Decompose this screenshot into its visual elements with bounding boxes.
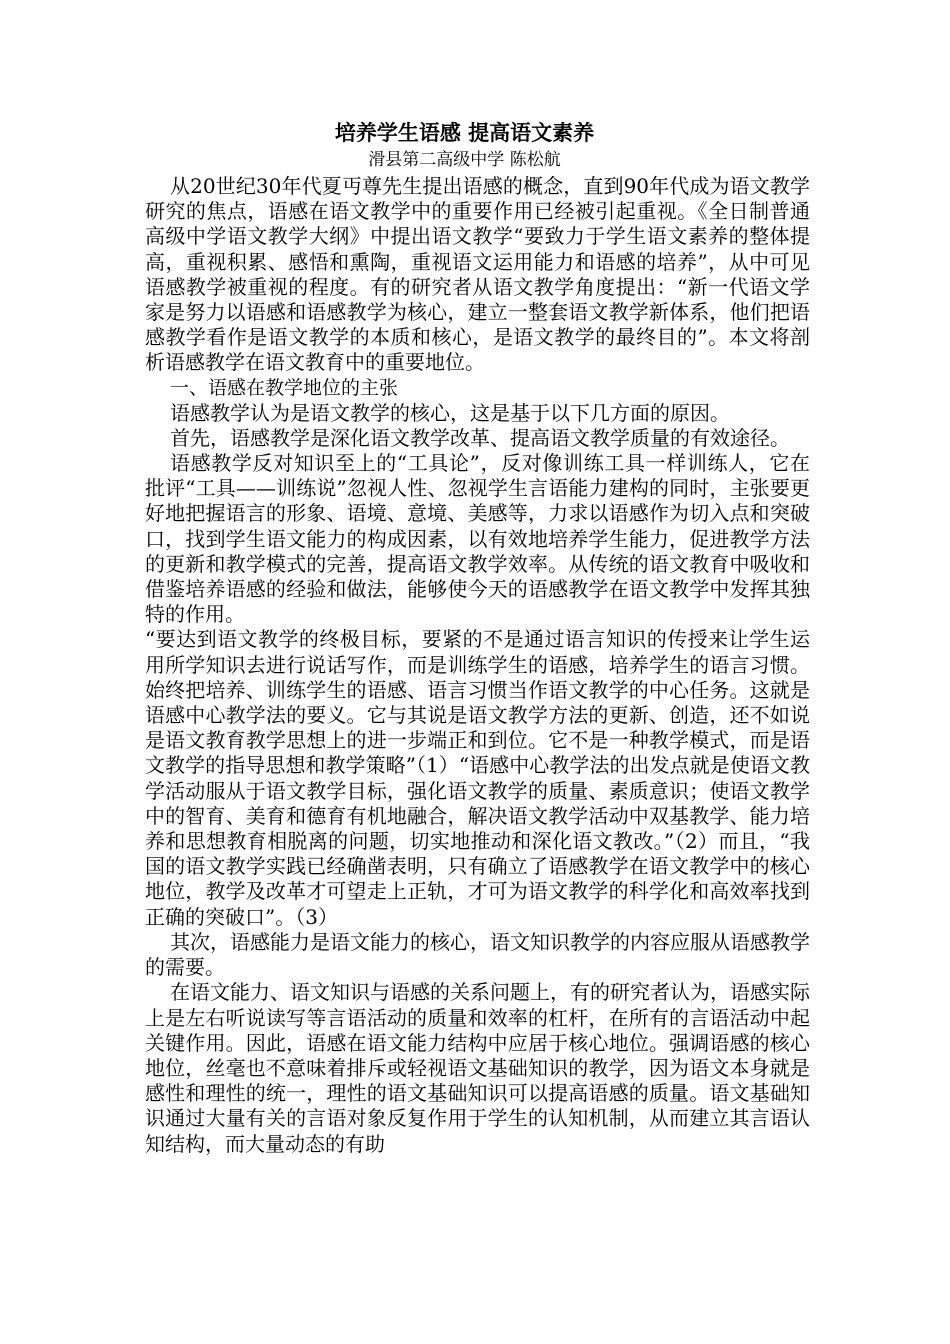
body-paragraph: 在语文能力、语文知识与语感的关系问题上，有的研究者认为，语感实际上是左右听说读写等言语活动的质量和效率的杠杆，在所有的言语活动中起关键作用。因此，语感在语文能力结构中应居于核心地位。强调语感的核心地位，丝毫也不意味着排斥或轻视语文基础知识的教学，因为语文本身就是感性和理性的统一，理性的语文基础知识可以提高语感的质量。语文基础知识通过大量有关的言语对象反复作用于学生的认知机制，从而建立其言语认知结构，而大量动态的有助 — [145, 980, 810, 1156]
document-page — [145, 118, 810, 1157]
quote-paragraph: “要达到语文教学的终极目标，要紧的不是通过语言知识的传授来让学生运用所学知识去进行说话写作，而是训练学生的语感，培养学生的语言习惯。始终把培养、训练学生的语感、语言习惯当作语文教学的中心任务。这就是语感中心教学法的要义。它与其说是语文教学方法的更新、创造，还不如说是语文教育教学思想上的进一步端正和到位。它不是一种教学模式，而是语文教学的指导思想和教学策略”（1）“语感中心教学法的出发点就是使语文教学活动服从于语文教学目标，强化语文教学的质量、素质意识；使语文教学中的智育、美育和德育有机地融合，解决语文教学活动中双基教学、能力培养和思想教育相脱离的问题，切实地推动和深化语文教改。”（2）而且，“我国的语文教学实践已经确凿表明，只有确立了语感教学在语文教学中的核心地位，教学及改革才可望走上正轨，才可为语文教学的科学化和高效率找到正确的突破口”。（3） — [145, 627, 810, 929]
author-line: 滑县第二高级中学 陈松航 — [368, 150, 561, 170]
body-paragraph: 其次，语感能力是语文能力的核心，语文知识教学的内容应服从语感教学的需要。 — [145, 929, 810, 980]
section-heading: 一、语感在教学地位的主张 — [170, 376, 399, 399]
body-paragraph: 语感教学反对知识至上的“工具论”，反对像训练工具一样训练人，它在批评“工具——训练说”忽视人性、忽视学生言语能力建构的同时，主张要更好地把握语言的形象、语境、意境、美感等，力求以语感作为切入点和突破口，找到学生语文能力的构成因素，以有效地培养学生能力，促进教学方法的更新和教学模式的完善，提高语文教学效率。从传统的语文教育中吸收和借鉴培养语感的经验和做法，能够使今天的语感教学在语文教学中发挥其独特的作用。 — [145, 451, 810, 627]
body-paragraph: 从20世纪30年代夏丏尊先生提出语感的概念，直到90年代成为语文教学研究的焦点，语感在语文教学中的重要作用已经被引起重视。《全日制普通高级中学语文教学大纲》中提出语文教学“要致力于学生语文素养的整体提高，重视积累、感悟和熏陶，重视语文运用能力和语感的培养”，从中可见语感教学被重视的程度。有的研究者从语文教学角度提出：“新一代语文学家是努力以语感和语感教学为核心，建立一整套语文教学新体系，他们把语感教学看作是语文教学的本质和核心，是语文教学的最终目的”。本文将剖析语感教学在语文教育中的重要地位。 — [145, 174, 810, 375]
body-paragraph: 首先，语感教学是深化语文教学改革、提高语文教学质量的有效途径。 — [170, 425, 790, 450]
body-paragraph: 语感教学认为是语文教学的核心，这是基于以下几方面的原因。 — [170, 400, 730, 425]
document-title: 培养学生语感 提高语文素养 — [334, 120, 595, 145]
